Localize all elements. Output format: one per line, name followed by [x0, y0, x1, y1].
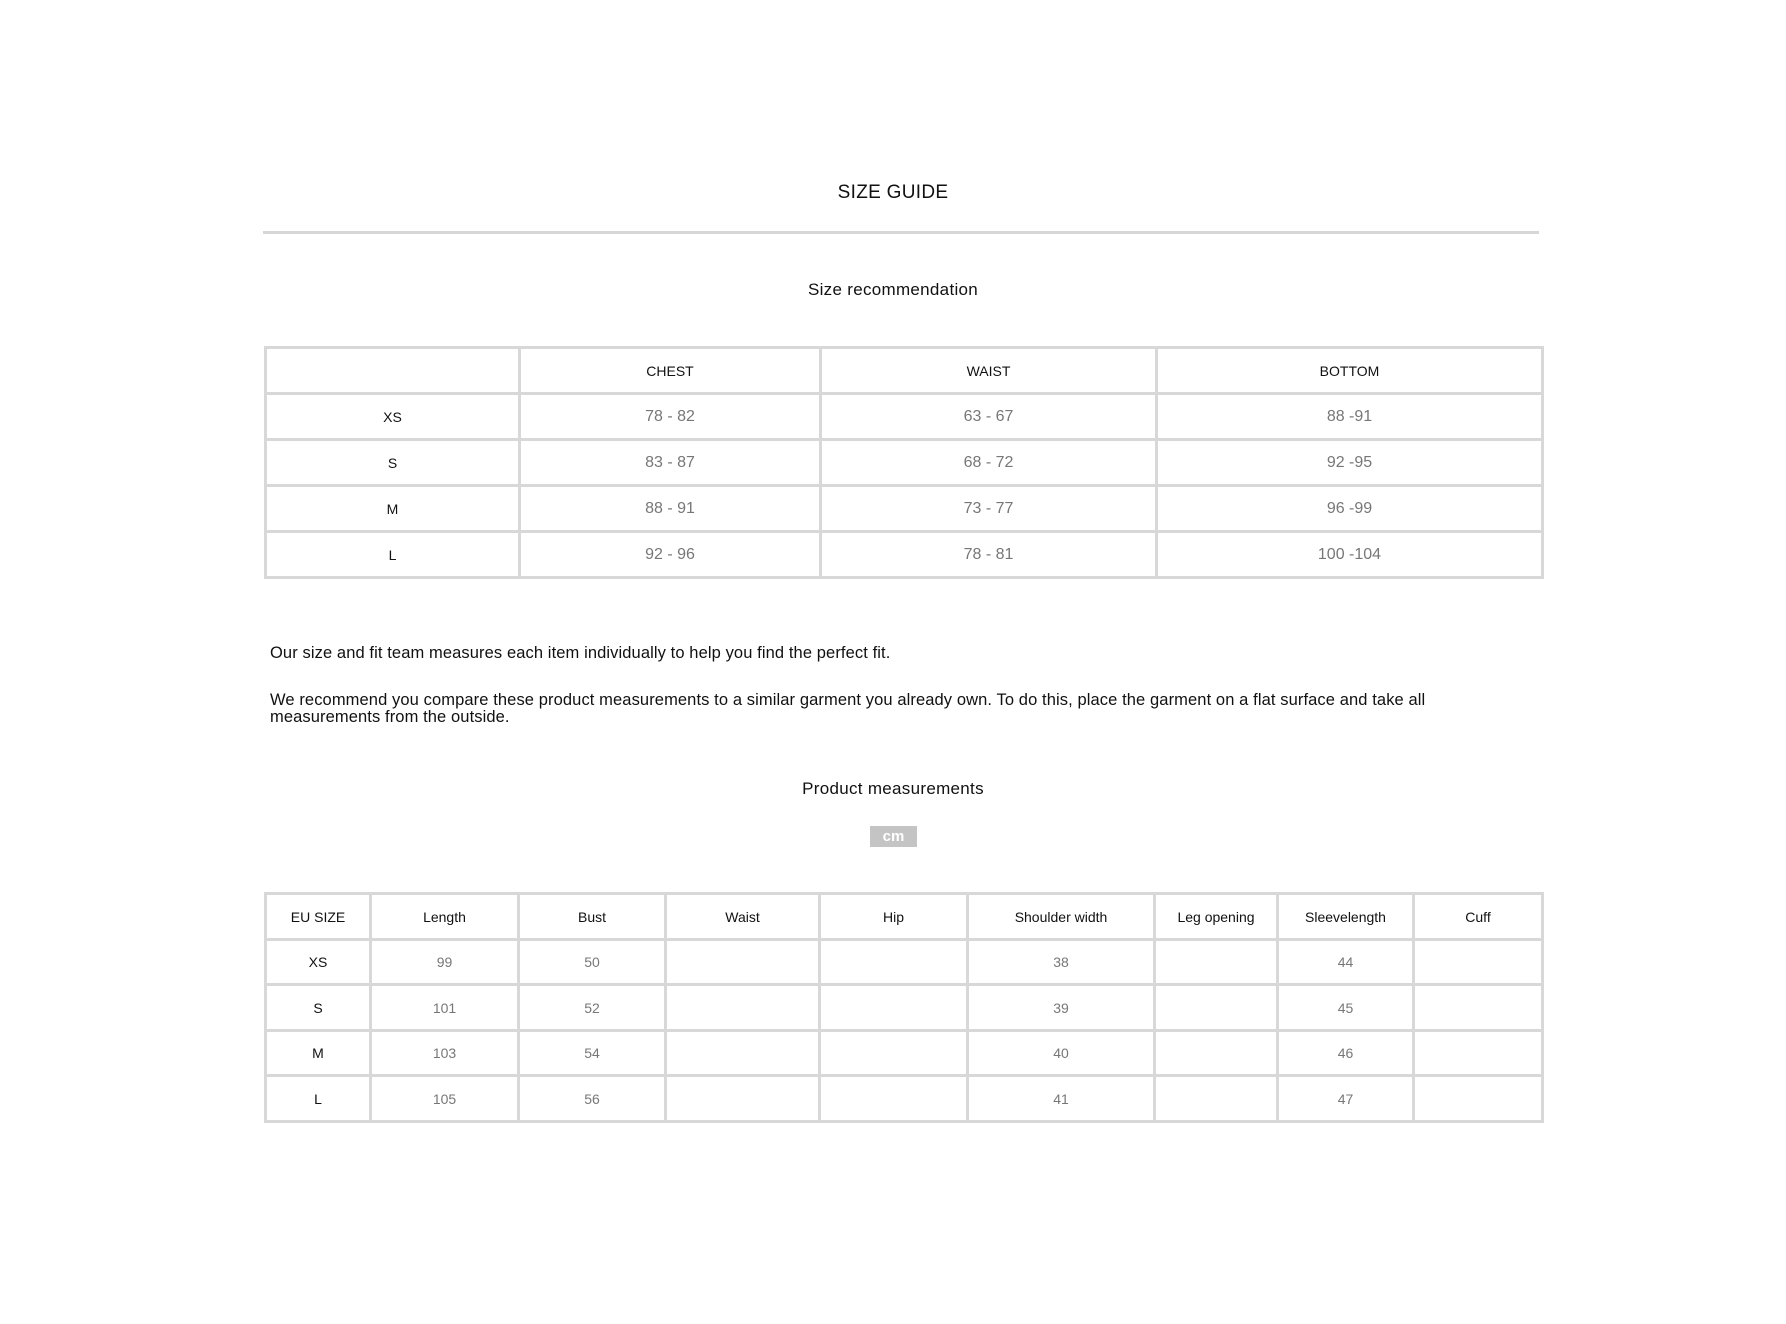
hip-value [820, 1031, 968, 1076]
table-row [266, 394, 1543, 440]
size-label: XS [266, 394, 520, 440]
sleeve-length-value: 45 [1278, 985, 1414, 1031]
column-header-cuff: Cuff [1414, 894, 1543, 940]
size-label: M [266, 1031, 371, 1076]
product-measurements-table [264, 892, 1544, 1123]
bottom-value: 100 -104 [1157, 532, 1543, 578]
sleeve-length-value: 44 [1278, 940, 1414, 985]
column-header-leg-opening: Leg opening [1155, 894, 1278, 940]
cuff-value [1414, 1031, 1543, 1076]
shoulder-width-value: 41 [968, 1076, 1155, 1122]
length-value: 99 [371, 940, 519, 985]
intro-text: Our size and fit team measures each item individually to help you find the perfect fit. [270, 644, 891, 662]
column-header-waist: WAIST [821, 348, 1157, 394]
sleeve-length-value: 47 [1278, 1076, 1414, 1122]
product-measurements-heading: Product measurements [802, 779, 984, 798]
waist-value: 63 - 67 [821, 394, 1157, 440]
column-header-length: Length [371, 894, 519, 940]
title-divider [263, 231, 1539, 234]
column-header-eu-size: EU SIZE [266, 894, 371, 940]
column-header-shoulder-width: Shoulder width [968, 894, 1155, 940]
leg-opening-value [1155, 1031, 1278, 1076]
size-label: L [266, 1076, 371, 1122]
length-value: 101 [371, 985, 519, 1031]
table-row [266, 1076, 1543, 1122]
table-row [266, 440, 1543, 486]
bottom-value: 96 -99 [1157, 486, 1543, 532]
column-header [266, 348, 520, 394]
shoulder-width-value: 38 [968, 940, 1155, 985]
table-row [266, 486, 1543, 532]
column-header-waist: Waist [666, 894, 820, 940]
table-header-row [266, 348, 1543, 394]
bottom-value: 88 -91 [1157, 394, 1543, 440]
waist-value [666, 1076, 820, 1122]
leg-opening-value [1155, 985, 1278, 1031]
length-value: 103 [371, 1031, 519, 1076]
column-header-chest: CHEST [520, 348, 821, 394]
waist-value: 68 - 72 [821, 440, 1157, 486]
size-recommendation-heading: Size recommendation [807, 280, 979, 299]
size-label: XS [266, 940, 371, 985]
table-row [266, 1031, 1543, 1076]
bust-value: 56 [519, 1076, 666, 1122]
table-row [266, 940, 1543, 985]
bottom-value: 92 -95 [1157, 440, 1543, 486]
length-value: 105 [371, 1076, 519, 1122]
page-title: SIZE GUIDE [837, 182, 949, 203]
leg-opening-value [1155, 1076, 1278, 1122]
size-label: L [266, 532, 520, 578]
column-header-bust: Bust [519, 894, 666, 940]
chest-value: 78 - 82 [520, 394, 821, 440]
size-recommendation-table [264, 346, 1544, 579]
waist-value [666, 985, 820, 1031]
waist-value [666, 940, 820, 985]
column-header-hip: Hip [820, 894, 968, 940]
column-header-sleeve-length: Sleevelength [1278, 894, 1414, 940]
waist-value [666, 1031, 820, 1076]
bust-value: 50 [519, 940, 666, 985]
leg-opening-value [1155, 940, 1278, 985]
chest-value: 83 - 87 [520, 440, 821, 486]
recommendation-text: We recommend you compare these product measurements to a similar garment you already own. To do this, place the garment on a flat surface and take all measurements from the outside. [270, 691, 1426, 726]
size-label: M [266, 486, 520, 532]
column-header-bottom: BOTTOM [1157, 348, 1543, 394]
hip-value [820, 985, 968, 1031]
size-label: S [266, 985, 371, 1031]
cuff-value [1414, 1076, 1543, 1122]
sleeve-length-value: 46 [1278, 1031, 1414, 1076]
bust-value: 52 [519, 985, 666, 1031]
table-row [266, 532, 1543, 578]
chest-value: 88 - 91 [520, 486, 821, 532]
cuff-value [1414, 940, 1543, 985]
hip-value [820, 1076, 968, 1122]
waist-value: 73 - 77 [821, 486, 1157, 532]
hip-value [820, 940, 968, 985]
chest-value: 92 - 96 [520, 532, 821, 578]
waist-value: 78 - 81 [821, 532, 1157, 578]
table-header-row [266, 894, 1543, 940]
shoulder-width-value: 39 [968, 985, 1155, 1031]
bust-value: 54 [519, 1031, 666, 1076]
unit-toggle-cm[interactable]: cm [870, 826, 917, 847]
shoulder-width-value: 40 [968, 1031, 1155, 1076]
table-row [266, 985, 1543, 1031]
size-label: S [266, 440, 520, 486]
cuff-value [1414, 985, 1543, 1031]
